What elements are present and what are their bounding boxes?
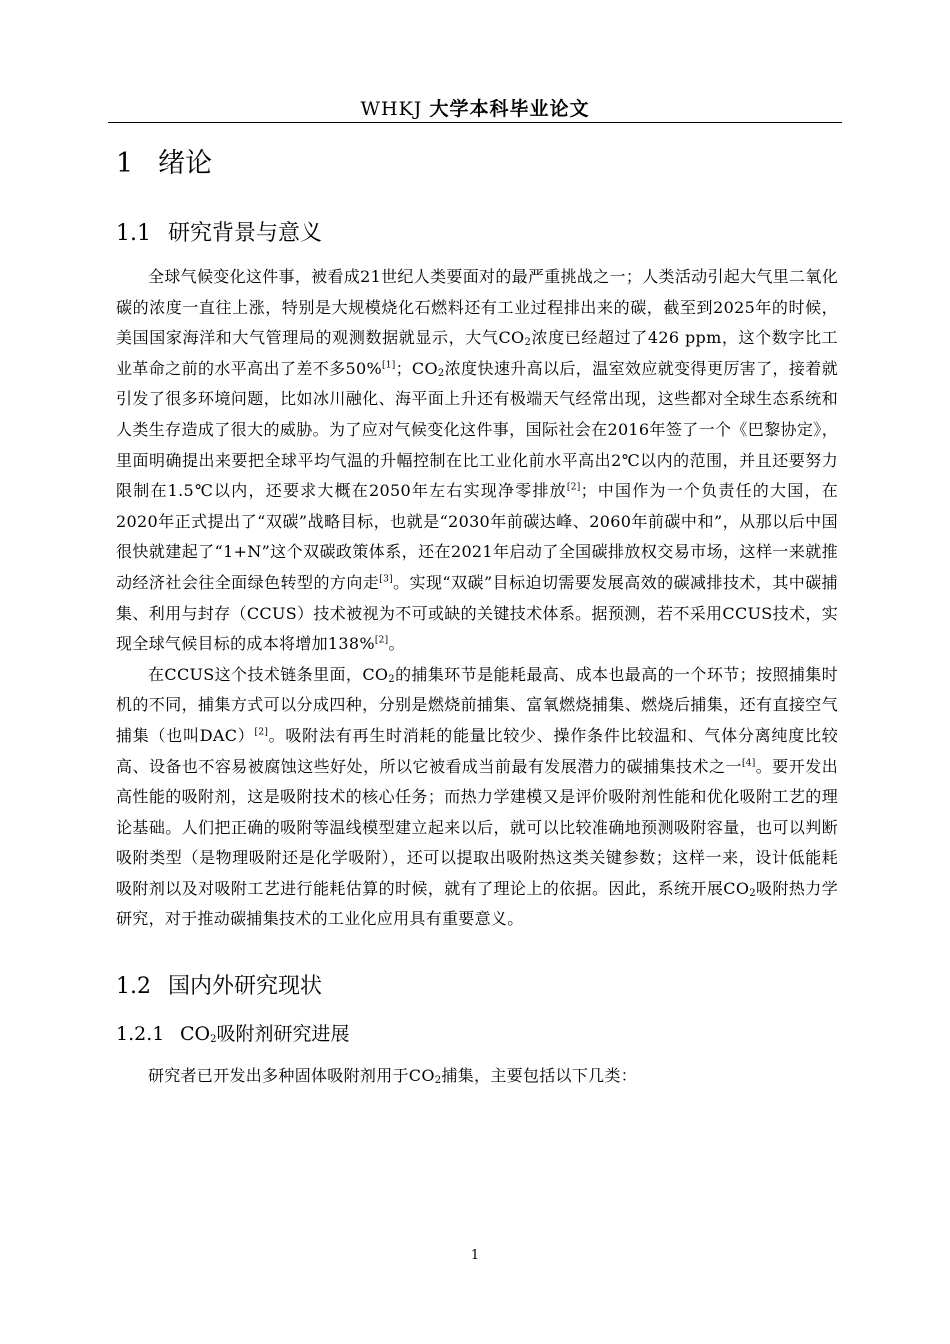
subscript: 2 [388, 673, 395, 685]
subsection-number: 1.2.1 [116, 1023, 165, 1046]
text-run: 吸附剂研究进展 [216, 1023, 350, 1046]
citation-ref[interactable]: [2] [566, 482, 581, 493]
chapter-title: 绪论 [158, 148, 212, 179]
text-run: 的捕集环节是能耗最高、成本也最高的一个环节；按照捕集时机的不同，捕集方式可以分成四种，分别是燃烧前捕集、富氧燃烧捕集、燃烧后捕集，还有直接空气捕集（也叫DAC） [116, 664, 839, 745]
text-run: 浓度快速升高以后，温室效应就变得更厉害了，接着就引发了很多环境问题，比如冰川融化、海平面上升还有极端天气经常出现，这些都对全球生态系统和人类生存造成了很大的威胁。为了应对气候变化这件事，国际社会在2016年签了一个《巴黎协定》，里面明确提出来要把全球平均气温的升幅控制在比工业化前水平高出2℃以内的范围，并且还要努力限制在1.5℃以内，还要求大概在2050年左右实现净零排放 [116, 358, 838, 501]
header-title: 大学本科毕业论文 [429, 99, 590, 120]
text-run: 吸附热力学研究，对于推动碳捕集技术的工业化应用具有重要意义。 [116, 878, 838, 929]
text-run: 研究者已开发出多种固体吸附剂用于CO [148, 1066, 435, 1086]
page-content [116, 146, 838, 1092]
text-run: 在CCUS这个技术链条里面，CO [148, 664, 389, 684]
header-divider [108, 122, 842, 123]
citation-ref[interactable]: [1] [381, 360, 396, 371]
text-run: CO [180, 1023, 211, 1046]
text-run: 捕集，主要包括以下几类： [441, 1066, 638, 1086]
citation-ref[interactable]: [2] [254, 727, 269, 738]
header-code: WHKJ [360, 98, 423, 120]
running-header [108, 96, 842, 123]
subscript: 2 [434, 1075, 442, 1087]
citation-ref[interactable]: [3] [379, 574, 393, 585]
text-run: 。要开发出高性能的吸附剂，这是吸附技术的核心任务；而热力学建模又是评价吸附剂性能和优化吸附工艺的理论基础。人们把正确的吸附等温线模型建立起来以后，就可以比较准确地预测吸附容量，也可以判断吸附类型（是物理吸附还是化学吸附），还可以提取出吸附热这类关键参数；这样一来，设计低能耗吸附剂以及对吸附工艺进行能耗估算的时候，就有了理论上的依据。因此，系统开展CO [116, 756, 838, 898]
subscript: 2 [210, 1034, 217, 1046]
paragraph-background [116, 262, 838, 660]
text-run: 浓度已经超过了426 ppm，这个数字比工业革命之前的水平高出了差不多50% [116, 328, 838, 378]
subscript: 2 [437, 367, 445, 379]
text-run: 。 [388, 634, 405, 654]
page-number: 1 [470, 1248, 480, 1263]
subscript: 2 [749, 887, 756, 899]
text-run: 。吸附法有再生时消耗的能量比较少、操作条件比较温和、气体分离纯度比较高、设备也不容易被腐蚀这些好处，所以它被看成当前最有发展潜力的碳捕集技术之一 [116, 725, 839, 776]
text-run: 全球气候变化这件事，被看成21世纪人类要面对的最严重挑战之一；人类活动引起大气里二氧化碳的浓度一直往上涨，特别是大规模烧化石燃料还有工业过程排出来的碳，截至到2025年的时候，美国国家海洋和大气管理局的观测数据就显示，大气CO [116, 267, 838, 348]
text-run: ；CO [395, 358, 438, 378]
section-title: 国内外研究现状 [168, 974, 323, 1000]
chapter-number: 1 [116, 148, 134, 179]
subscript: 2 [524, 337, 532, 349]
section-number: 1.1 [116, 221, 151, 246]
paragraph-adsorbents [116, 1061, 838, 1092]
text-run: ；中国作为一个负责任的大国，在2020年正式提出了“双碳”战略目标，也就是“2030年前碳达峰、2060年前碳中和”，从那以后中国很快就建起了“1+N”这个双碳政策体系，还在2021年启动了全国碳排放权交易市场，这样一来就推动经济社会往全面绿色转型的方向走 [116, 481, 838, 592]
subsection-heading-1-2-1 [116, 1019, 838, 1049]
citation-ref[interactable]: [4] [741, 758, 756, 769]
chapter-heading [116, 146, 838, 182]
text-run: 。实现“双碳”目标迫切需要发展高效的碳减排技术，其中碳捕集、利用与封存（CCUS）技术被视为不可或缺的关键技术体系。据预测，若不采用CCUS技术，实现全球气候目标的成本将增加138% [116, 572, 838, 654]
section-heading-1-2 [116, 971, 838, 1003]
section-heading-1-1 [116, 218, 838, 250]
paragraph-ccus [116, 660, 838, 935]
section-title: 研究背景与意义 [168, 221, 323, 246]
citation-ref[interactable]: [2] [374, 635, 389, 646]
section-number: 1.2 [116, 974, 151, 1000]
